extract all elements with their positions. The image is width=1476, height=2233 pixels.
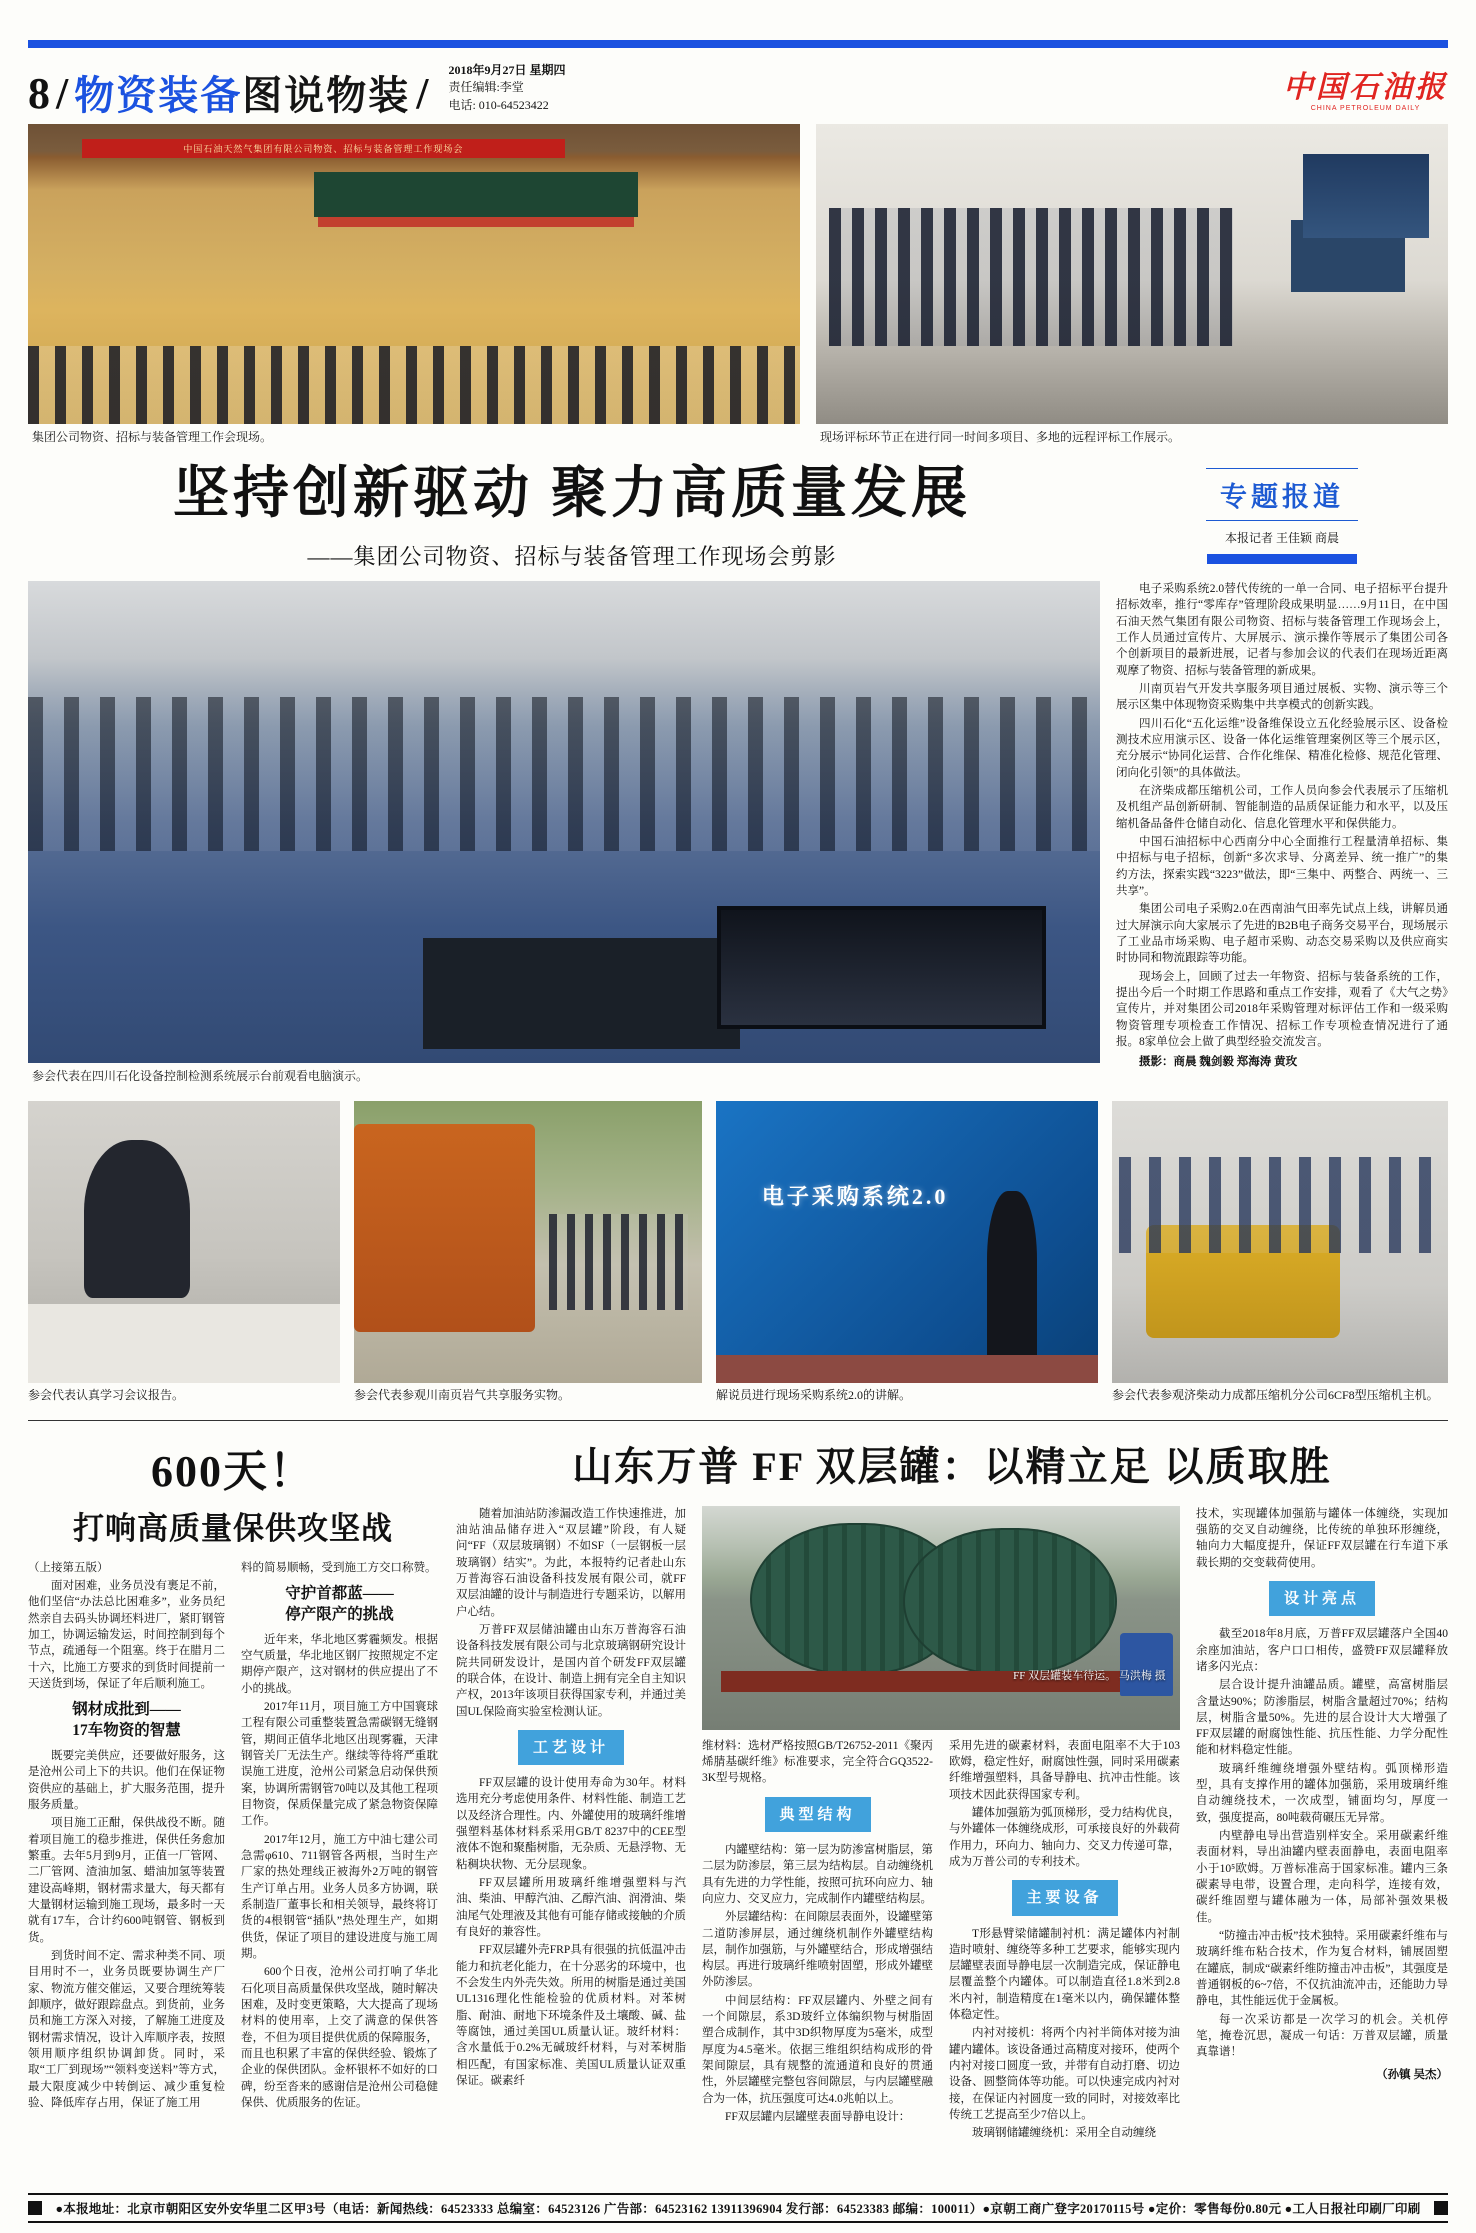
article-column-1 [28, 1560, 225, 2114]
paragraph: 技术，实现罐体加强筋与罐体一体缠绕，实现加强筋的交叉自动缠绕，比传统的单独环形缠绕，轴向力大幅度提升，保证FF双层罐在行车道下承载长期的交变载荷使用。 [1196, 1507, 1448, 1569]
article-subhead [241, 1584, 438, 1626]
main-photo-caption: 参会代表在四川石化设备控制检测系统展示台前观看电脑演示。 [32, 1068, 369, 1083]
slash-divider: / [416, 69, 429, 118]
masthead [1283, 73, 1448, 116]
column-paragraphs [1196, 1626, 1448, 2061]
column-paragraphs [456, 1506, 686, 1720]
main-photo-block [28, 581, 1100, 1089]
paragraph: FF双层罐内层罐壁表面导静电设计： [725, 2111, 911, 2124]
footer-text: ●本报地址：北京市朝阳区安外安华里二区甲3号（电话：新闻热线：64523333 总编室：64523126 广告部：64523162 13911396904 发行部：64523383 邮编：100011）●京朝工商广登字20170115号 ●定价：零售每份0.80元 ●工人日报社印刷厂印刷 [55, 2202, 1421, 2216]
compressor-photo [1112, 1101, 1448, 1383]
conference-photo [28, 124, 800, 424]
paragraph: FF双层罐外壳FRP具有很强的抗低温冲击能力和抗老化能力，在十分恶劣的环境中，也不会发生内外壳失效。所用的树脂是通过美国UL1316理化性能检验的优质材料。对苯树脂、耐油、耐地下环境条件及土壤酸、碱、盐等腐蚀，通过美国UL质量认证。玻纤材料：含水量低于0.2%无碱玻纤材料，与对苯树脂相匹配，有国家标准、美国UL质量认证双重保证。碳素纤 [456, 1944, 686, 2088]
photo-caption: 参会代表参观川南页岩气共享服务实物。 [354, 1387, 571, 1402]
paragraph: 玻璃纤维缠绕增强外壁结构。弧顶梯形造型，具有支撑作用的罐体加强筋，采用玻璃纤维自动缠绕技术，一次成型，铺面均匀，厚度一致，强度提高，80吨载荷碾压无异常。 [1196, 1762, 1448, 1824]
phone-line: 电话: 010-64523422 [448, 97, 549, 112]
section-title: 物资装备 [74, 73, 243, 118]
column-paragraphs [28, 1748, 225, 2111]
special-report-tag: 专题报道 [1206, 468, 1358, 521]
photo-caption: 解说员进行现场采购系统2.0的讲解。 [716, 1387, 912, 1402]
publication-date: 2018年9月27日 星期四 [448, 62, 566, 77]
byline: 本报记者 王佳颖 商晨 [1224, 530, 1339, 545]
footer-right-square [1434, 2201, 1448, 2215]
signing-photo [28, 1101, 340, 1383]
tank-truck-photo [702, 1506, 1180, 1730]
section-label-highlights: 设计亮点 [1269, 1581, 1375, 1616]
footer-left-square [28, 2201, 42, 2215]
column-paragraphs [241, 1560, 438, 1576]
paragraph: 四川石化“五化运维”设备维保设立五化经验展示区、设备检测技术应用演示区、设备一体化运维管理案例区等三个展示区，充分展示“协同化运营、合作化维保、精准化检修、规范化管理、闭向化引领”的具体做法。 [1116, 717, 1448, 779]
paragraph: 集团公司电子采购2.0在西南油气田率先试点上线，讲解员通过大屏演示向大家展示了先进的B2B电子商务交易平台，现场展示了工业品市场采购、电子超市采购、动态交易采购以及供应商实时协同和物流跟踪等功能。 [1116, 903, 1448, 965]
feature-headline-area [28, 462, 1116, 571]
paragraph: T形悬臂梁储罐制衬机：满足罐体内衬制造时喷射、缠绕等多种工艺要求，能够实现内层罐壁表面导静电层一次制造完成，保证静电层覆盖整个内罐体。可以制造直径1.8米到2.8米内衬，制造精度在1毫米以内，确保罐体整体稳定性。 [949, 1927, 1180, 2022]
supply-battle-article [28, 1435, 438, 2177]
truck-cab-shape [1120, 1633, 1173, 1696]
section-label-craft: 工艺设计 [518, 1730, 624, 1765]
article-column-b [702, 1738, 933, 2144]
column-paragraphs [456, 1775, 686, 2089]
publication-info [448, 62, 565, 116]
mid-photo-block [28, 1101, 340, 1404]
subhead-line: 钢材成批到—— [72, 1701, 181, 1719]
article-signature: （孙镇 吴杰） [1376, 2068, 1448, 2081]
truck-photo-caption: FF 双层罐装车待运。 马洪梅 摄 [1013, 1670, 1166, 1683]
masthead-subtitle: CHINA PETROLEUM DAILY [1310, 105, 1421, 112]
paragraph: 现场会上，回顾了过去一年物资、招标与装备系统的工作，提出今后一个时期工作思路和重点工作安排，观看了《大气之势》宣传片，并对集团公司2018年采购管理对标评估工作和一级采购物资管理专项检查工作情况、招标工作专项检查情况进行了通报。8家单位会上做了典型经验交流发言。 [1116, 970, 1448, 1048]
paragraph: 面对困难，业务员没有裹足不前，他们坚信“办法总比困难多”，业务员纪然亲自去码头协调坯料进厂，紧盯钢管加工，协调运输发运，时间控制到每个节点，疏通每一个阻塞。终于在腊月二十六，比施工方要求的到货时间提前一天送货到场，保证了年后顺利施工。 [28, 1579, 225, 1690]
paragraph: 中国石油招标中心西南分中心全面推行工程量清单招标、集中招标与电子招标，创新“多次求导、分离差异、统一推广”的集约方法，探索实践“3223”做法，即“三集中、两整合、两统一、三共享”。 [1116, 835, 1448, 897]
photo-credit-line: 摄影：商晨 魏剑毅 郑海涛 黄玫 [1139, 1056, 1298, 1069]
article-title-line1: 600天！ [151, 1446, 315, 1496]
article-column-a [456, 1506, 686, 2144]
article-body [456, 1506, 1448, 2144]
article-column-c [949, 1738, 1180, 2144]
paragraph: 料的简易顺畅，受到施工方交口称赞。 [241, 1561, 437, 1574]
paragraph: 截至2018年8月底，万普FF双层罐落户全国40余座加油站，客户口口相传，盛赞FF双层罐释放诸多闪光点： [1196, 1628, 1448, 1673]
photo-caption: 集团公司物资、招标与装备管理工作会现场。 [32, 430, 273, 444]
paragraph: 层合设计提升油罐品质。罐壁，高富树脂层含量达90%；防渗脂层，树脂含量超过70%；结构层，树脂含量50%。先进的层合设计大大增强了FF双层罐的耐腐蚀性能、抗压性能、力学分配性能和材料稳定性能。 [1196, 1679, 1448, 1757]
article-columns [28, 1560, 438, 2114]
shale-gas-equipment-photo [354, 1101, 702, 1383]
column-paragraphs [949, 1926, 1180, 2142]
blue-divider-bar [1207, 554, 1357, 564]
section-label-structure: 典型结构 [765, 1797, 871, 1832]
screen-title-text: 电子采购系统2.0 [761, 1183, 949, 1209]
paragraph: 电子采购系统2.0替代传统的一单一合同、电子招标平台提升招标效率，推行“零库存”管理阶段成果明显……9月11日，在中国石油天然气集团有限公司物资、招标与装备管理工作现场会上，工作人员通过宣传片、大屏展示、演示操作等展示了集团公司各个创新项目的最新进展，记者与参加会议的代表们在现场近距离观摩了物资、招标与装备管理的新成果。 [1116, 582, 1448, 677]
article-title-line2: 打响高质量保供攻坚战 [73, 1510, 393, 1546]
eprocurement-presentation-photo [716, 1101, 1098, 1383]
subhead-line: 守护首都蓝—— [285, 1584, 394, 1602]
paragraph: 2017年12月，施工方中油七建公司急需φ610、711钢管各两根，当时生产厂家的热处理线正被海外2万吨的钢管生产订单占用。业务人员多方协调，联系制造厂董事长和相关领导，最终将订货的4根钢管“插队”热处理生产，如期供货，保证了项目的建设进度与施工周期。 [241, 1833, 438, 1960]
paragraph: 罐体加强筋为弧顶梯形，受力结构优良，与外罐体一体缠绕成形，可承接良好的外载荷作用力，环向力、轴向力、交叉力传递可靠，成为万普公司的专利技术。 [949, 1806, 1180, 1868]
paragraph: 玻璃钢储罐缠绕机：采用全自动缠绕 [972, 2127, 1156, 2140]
column-paragraphs [702, 1842, 933, 2126]
paragraph: 维材料：选材严格按照GB/T26752-2011《聚丙烯腈基碳纤维》标准要求，完全符合GQ3522-3K型号规格。 [702, 1739, 933, 1785]
mid-photo-block [1112, 1101, 1448, 1404]
paragraph: 随着加油站防渗漏改造工作快速推进，加油站油品储存进入“双层罐”阶段，有人疑问“FF（双层玻璃钢）不如SF（一层钢板一层玻璃钢）结实”。为此，本报特约记者赴山东万普海容石油设备科技发展有限公司，就FF双层油罐的设计与制造进行专题采访，以解用户心结。 [456, 1507, 686, 1618]
paragraph: 中间层结构：FF双层罐内、外壁之间有一个间隙层，系3D玻纤立体编织物与树脂固塑合成制作，其中3D织物厚度为5毫米，成型厚度为4.5毫米。依据三维组织结构成形的骨架间隙层，具有规整的流通道和良好的贯通性，外层罐壁完整包容间隙层，与内层罐壁融合为一体，抗压强度可达4.0兆帕以上。 [702, 1994, 933, 2105]
paragraph: 每一次采访都是一次学习的机会。关机停笔，掩卷沉思，凝成一句话：万普双层罐，质量真靠谱！ [1196, 2013, 1448, 2059]
mid-photo-block [716, 1101, 1098, 1404]
paragraph: “防撞击冲击板”技术独特。采用碳素纤维布与玻璃纤维布粘合技术，作为复合材料，铺展固塑在罐底，制成“碳素纤维防撞击冲击板”，其强度是普通钢板的6~7倍，不仅抗油流冲击，还能助力导静电，其性能远优于金属板。 [1196, 1930, 1448, 2008]
slash-divider: / [56, 69, 69, 118]
paragraph: 600个日夜，沧州公司打响了华北石化项目高质量保供攻坚战，随时解决困难，及时变更策略，大大提高了现场材料的使用率，上交了满意的保供答卷，不但为项目提供优质的保障服务，而且也积累了丰富的保供经验、锻炼了企业的保供团队。金杯银杯不如好的口碑，纷至沓来的感谢信是沧州公司稳健保供、优质服务的佐证。 [241, 1966, 438, 2109]
feature-body [28, 581, 1448, 1089]
paragraph: 2017年11月，项目施工方中国寰球工程有限公司重整装置急需碳钢无缝钢管，期间正值华北地区出现雾霾，天津钢管关厂无法生产。继续等待将严重耽误施工进度，沧州公司紧急启动保供预案，协调所需钢管70吨以及其他工程项目物资，保质保量完成了紧急物资保障工作。 [241, 1701, 438, 1828]
conference-banner-text: 中国石油天然气集团有限公司物资、招标与装备管理工作现场会 [82, 139, 565, 158]
masthead-logo: 中国石油报 [1283, 71, 1448, 104]
paragraph: 万普FF双层储油罐由山东万普海容石油设备科技发展有限公司与北京玻璃钢研究设计院共同研发设计，是国内首个研发FF双层罐的联合体，在设计、制造上拥有完全自主知识产权，2013年该项目获得国家专利，并通过美国UL保险商实验室检测认证。 [456, 1623, 686, 1718]
paragraph: 在济柴成都压缩机公司，工作人员向参会代表展示了压缩机及机组产品创新研制、智能制造的品质保证能力和水平，以及压缩机备品备件仓储自动化、信息化管理水平和保供能力。 [1116, 784, 1448, 830]
subhead-line: 停产限产的挑战 [285, 1605, 394, 1623]
feature-paragraphs [1116, 581, 1448, 1050]
article-subhead [28, 1700, 225, 1742]
paragraph: （上接第五版） [28, 1561, 109, 1574]
photo-caption: 参会代表参观济柴动力成都压缩机分公司6CF8型压缩机主机。 [1112, 1387, 1439, 1402]
paragraph: 采用先进的碳素材料，表面电阻率不大于103欧姆，稳定性好，耐腐蚀性强，同时采用碳素纤维增强塑料，具备导静电、抗冲击性能。该项技术因此获得国家专利。 [949, 1739, 1180, 1801]
top-photo-right-block [816, 124, 1448, 446]
paragraph: 内衬对接机：将两个内衬半筒体对接为油罐内罐体。该设备通过高精度对接环，使两个内衬对接口圆度一致，并带有自动打磨、切边设备、圆整筒体等功能。可以快速完成内衬对接，在保证内衬圆度一致的同时，对接效率比传统工艺提高至少7倍以上。 [949, 2027, 1180, 2122]
paragraph: 内罐壁结构：第一层为防渗富树脂层，第二层为防渗层，第三层为结构层。自动缠绕机具有先进的力学性能，按照可抗环向应力、轴向应力、交叉应力，完成制作内罐壁结构层。 [702, 1843, 933, 1905]
article-headline: 山东万普 FF 双层罐：以精立足 以质取胜 [572, 1443, 1332, 1489]
feature-subheadline: ——集团公司物资、招标与装备管理工作现场会剪影 [307, 543, 837, 569]
article-column-d [1196, 1506, 1448, 2144]
paragraph: 外层罐结构：在间隙层表面外，设罐壁第二道防渗屏层，通过缠绕机制作外罐壁结构层，制作加强筋，与外罐壁结合，形成增强结构层。再进行玻璃纤维喷射固塑，形成外罐壁外防渗层。 [702, 1911, 933, 1989]
subsection-title: 图说物装 [242, 73, 411, 118]
section-label-equipment: 主要设备 [1012, 1880, 1118, 1915]
paragraph: 川南页岩气开发共享服务项目通过展板、实物、演示等三个展示区集中体现物资采购集中共享模式的创新实践。 [1116, 682, 1448, 712]
photo-caption: 参会代表认真学习会议报告。 [28, 1387, 185, 1402]
feature-headline-block [28, 462, 1448, 571]
column-paragraphs [241, 1632, 438, 2112]
feature-article-column [1116, 581, 1448, 1089]
feature-headline: 坚持创新驱动 聚力高质量发展 [173, 462, 971, 525]
paragraph: FF双层罐的设计使用寿命为30年。材料选用充分考虑使用条件、材料性能、制造工艺以及经济合理性。内、外罐使用的玻璃纤维增强塑料基体材料系采用GB/T 8237中的CEE型液体不饱和聚酯树脂，无杂质、无悬浮物、无粘稠块状物、无分层现象。 [456, 1777, 686, 1871]
paragraph: 到货时间不定、需求种类不同、项目用时不一，业务员既要协调生产厂家、物流方催交催运，又要合理统筹装卸顺序，做好跟踪盘点。到货前，业务员和施工方深入对接，了解施工进度及钢材需求情况，设计入库顺序表，按照领用顺序组织协调卸货。同时，采取“工厂到现场”“领料变送料”等方式，最大限度减少中转倒运、减少重复检验、降低库存占用，保证了施工用 [28, 1949, 225, 2109]
paragraph: 既要完美供应，还要做好服务，这是沧州公司上下的共识。他们在保证物资供应的基础上，扩大服务范围，提升服务质量。 [28, 1750, 225, 1812]
page-number: 8 [28, 69, 50, 118]
top-photo-left-block [28, 124, 800, 446]
wanpu-tank-article [456, 1435, 1448, 2177]
article-subcolumns [702, 1738, 1180, 2144]
column-paragraphs [1196, 1506, 1448, 1571]
top-blue-rule [28, 40, 1448, 48]
tank-shape [903, 1528, 1117, 1675]
column-paragraphs [702, 1738, 933, 1787]
editor-line: 责任编辑:李堂 [448, 80, 524, 95]
top-photo-row [28, 124, 1448, 446]
column-paragraphs [949, 1738, 1180, 1871]
mid-photo-block [354, 1101, 702, 1404]
paragraph: FF双层罐所用玻璃纤维增强塑料与汽油、柴油、甲醇汽油、乙醇汽油、润滑油、柴油尾气处理液及其他有可能存储或接触的介质有良好的兼容性。 [456, 1877, 686, 1939]
bottom-section [28, 1420, 1448, 2177]
demo-audience-photo [28, 581, 1100, 1063]
page-footer [28, 2193, 1448, 2223]
mid-photo-row [28, 1101, 1448, 1404]
paragraph: 项目施工正酣，保供战役不断。随着项目施工的稳步推进，保供任务愈加繁重。去年5月到9月，正值一厂管网、二厂管网、渣油加氢、蜡油加氢等装置建设高峰期，钢材需求量大，每天都有大量钢材运输到施工现场，最多时一天就有17车，合计约600吨钢管、钢板到货。 [28, 1817, 225, 1944]
paragraph: 内壁静电导出营造别样安全。采用碳素纤维表面材料，导出油罐内壁表面静电，表面电阻率小于10⁵欧姆。万普标准高于国家标准。罐内三条碳素导电带，设置合理，走向科学，连接有效，碳纤维固塑与罐体融为一体，局部补强效果极佳。 [1196, 1830, 1448, 1924]
column-paragraphs [28, 1560, 225, 1693]
article-middle-block [702, 1506, 1180, 2144]
feature-tag-area [1116, 462, 1448, 571]
article-column-2 [241, 1560, 438, 2114]
subhead-line: 17车物资的智慧 [72, 1722, 181, 1740]
bid-evaluation-photo [816, 124, 1448, 424]
page-header [28, 54, 1448, 116]
paragraph: 近年来，华北地区雾霾频发。根据空气质量，华北地区钢厂按照规定不定期停产限产，这对钢材的供应提出了不小的挑战。 [241, 1633, 438, 1695]
photo-caption: 现场评标环节正在进行同一时间多项目、多地的远程评标工作展示。 [820, 430, 1181, 444]
